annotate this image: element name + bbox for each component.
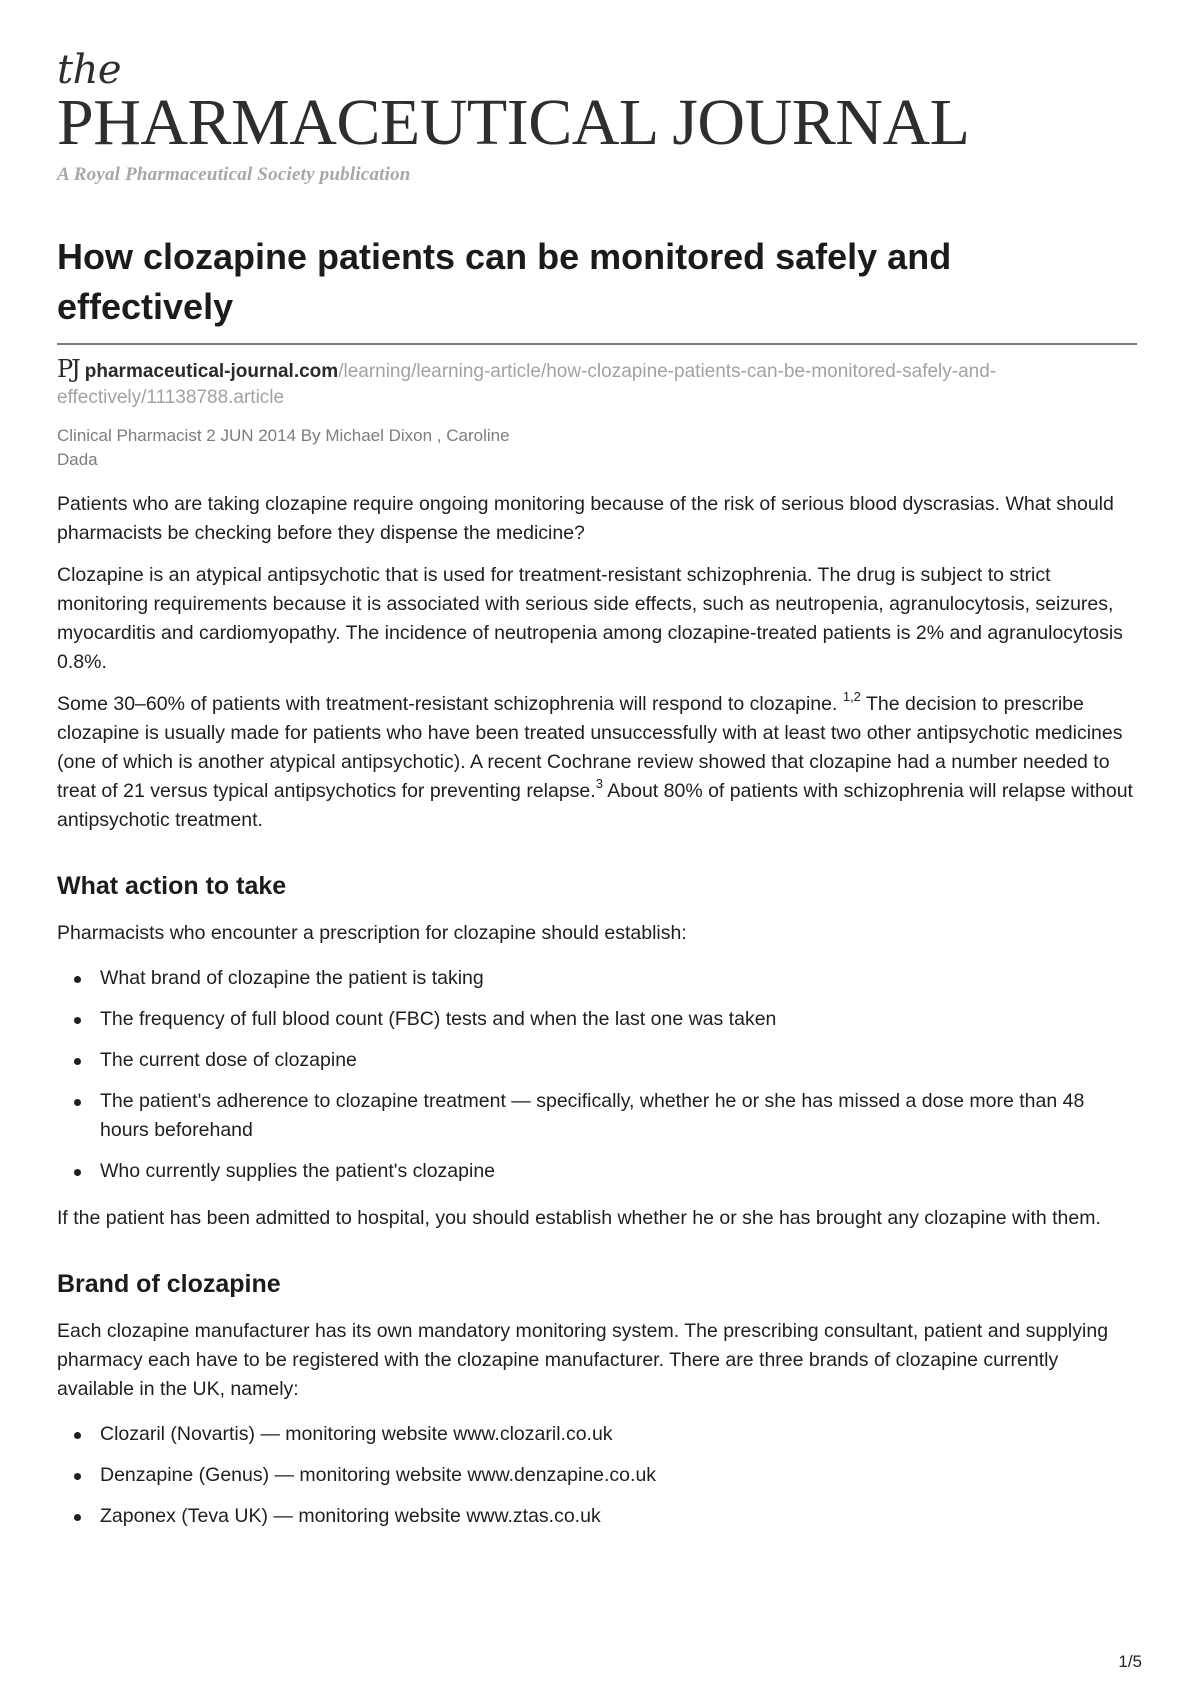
bullet-icon — [74, 1099, 81, 1106]
body-paragraph: Each clozapine manufacturer has its own mandatory monitoring system. The prescribing consultant, patient and supplying pharmacy each have to be registered with the clozapine manufacturer. There are three brands of clozapine currently available in the UK, namely: — [57, 1320, 1109, 1400]
reference-superscript: 3 — [595, 775, 603, 791]
list-item — [57, 1461, 1137, 1490]
paragraph-text: About 80% of patients with schizophrenia will relapse without antipsychotic treatment. — [57, 780, 1133, 831]
article-url[interactable] — [57, 356, 1137, 411]
title-divider — [57, 343, 1137, 345]
journal-masthead — [57, 47, 1057, 186]
url-domain: pharmaceutical-journal.com — [84, 361, 339, 382]
brand-list — [57, 1420, 1137, 1531]
list-item — [57, 1087, 1137, 1145]
paragraph-text: The decision to prescribe clozapine is usually made for patients who have been treated unsuccessfully with at least two other antipsychotic medicines (one of which is another atypical antipsychotic). A recent Cochrane review showed that clozapine had a number needed to treat of 21 versus typical antipsychotics for preventing relapse. — [57, 693, 1123, 802]
bullet-icon — [74, 976, 81, 983]
article-body — [57, 490, 1137, 1549]
bullet-icon — [74, 1432, 81, 1439]
page-number: 1/5 — [1118, 1652, 1142, 1671]
bullet-icon — [74, 1514, 81, 1521]
list-item-text: Denzapine (Genus) — monitoring website www.denzapine.co.uk — [100, 1464, 657, 1486]
list-item-text: Zaponex (Teva UK) — monitoring website www.ztas.co.uk — [100, 1505, 601, 1527]
list-item — [57, 1046, 1137, 1075]
body-paragraph: Pharmacists who encounter a prescription for clozapine should establish: — [57, 922, 687, 944]
article-title: How clozapine patients can be monitored safely and effectively — [57, 236, 952, 327]
pj-logo-icon: PJ — [57, 355, 79, 383]
list-item-text: The patient's adherence to clozapine treatment — specifically, whether he or she has missed a dose more than 48 hours beforehand — [100, 1090, 1085, 1141]
bullet-icon — [74, 1058, 81, 1065]
paragraph-text: Some 30–60% of patients with treatment-resistant schizophrenia will respond to clozapine. — [57, 693, 838, 715]
meta-line: Clinical Pharmacist 2 JUN 2014 By Michael Dixon , Caroline — [57, 426, 510, 445]
list-item — [57, 1157, 1137, 1186]
url-path: /learning/learning-article/how-clozapine-patients-can-be-monitored-safely-and-effectively/11138788.article — [57, 361, 997, 408]
body-paragraph — [57, 690, 1137, 835]
list-item-text: The frequency of full blood count (FBC) tests and when the last one was taken — [100, 1008, 777, 1030]
list-item-text: The current dose of clozapine — [100, 1049, 357, 1071]
body-paragraph: If the patient has been admitted to hospital, you should establish whether he or she has brought any clozapine with them. — [57, 1207, 1101, 1229]
bullet-icon — [74, 1017, 81, 1024]
list-item — [57, 1502, 1137, 1531]
section-heading-action: What action to take — [57, 872, 287, 900]
body-paragraph: Clozapine is an atypical antipsychotic that is used for treatment-resistant schizophrenia. The drug is subject to strict monitoring requirements because it is associated with serious side effects, such as neutropenia, agranulocytosis, seizures, myocarditis and cardiomyopathy. The incidence of neutropenia among clozapine-treated patients is 2% and agranulocytosis 0.8%. — [57, 564, 1123, 673]
bullet-icon — [74, 1473, 81, 1480]
masthead-the: the — [57, 47, 122, 93]
list-item-text: Clozaril (Novartis) — monitoring website www.clozaril.co.uk — [100, 1423, 613, 1445]
list-item-text: What brand of clozapine the patient is taking — [100, 967, 484, 989]
masthead-subtitle: A Royal Pharmaceutical Society publication — [57, 164, 411, 185]
list-item — [57, 1005, 1137, 1034]
action-list — [57, 964, 1137, 1186]
section-heading-brand: Brand of clozapine — [57, 1270, 281, 1298]
reference-superscript: 1,2 — [842, 688, 861, 704]
meta-line: Dada — [57, 450, 98, 469]
list-item — [57, 1420, 1137, 1449]
list-item — [57, 964, 1137, 993]
bullet-icon — [74, 1169, 81, 1176]
list-item-text: Who currently supplies the patient's clozapine — [100, 1160, 496, 1182]
intro-paragraph: Patients who are taking clozapine require ongoing monitoring because of the risk of serious blood dyscrasias. What should pharmacists be checking before they dispense the medicine? — [57, 493, 1114, 544]
article-meta — [57, 424, 617, 472]
masthead-title: PHARMACEUTICAL JOURNAL — [57, 86, 970, 159]
